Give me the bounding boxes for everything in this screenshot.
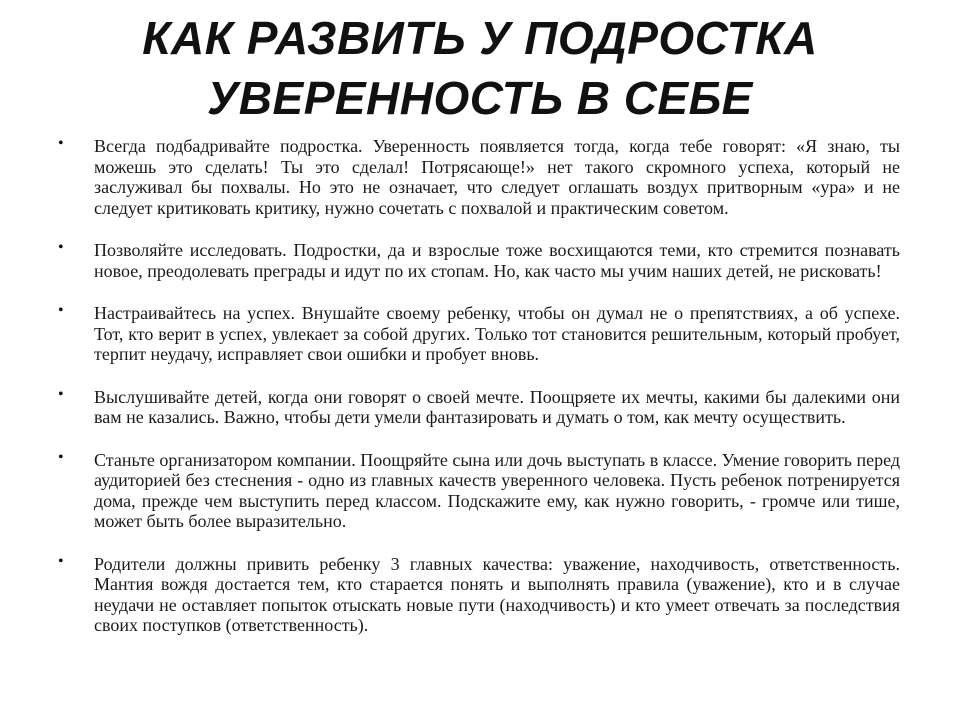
bullet-icon: • bbox=[58, 302, 64, 319]
list-item-text: Позволяйте исследовать. Подростки, да и взрослые тоже восхищаются теми, кто стремится познавать новое, преодолевать преграды и идут по их стопам. Но, как часто мы учим наших детей, не рисковать! bbox=[94, 240, 900, 281]
bullet-icon: • bbox=[58, 135, 64, 152]
list-item-text: Родители должны привить ребенку 3 главных качества: уважение, находчивость, ответственность. Мантия вождя достается тем, кто старается понять и выполнять правила (уважение), кто и в случае неудачи не оставляет попыток отыскать новые пути (находчивость) и кто умеет отвечать за последствия своих поступков (ответственность). bbox=[94, 553, 900, 635]
bullet-icon: • bbox=[58, 552, 64, 570]
title-line-2: УВЕРЕННОСТЬ В СЕБЕ bbox=[207, 72, 753, 124]
list-item bbox=[58, 450, 900, 532]
list-item-text: Настраивайтесь на успех. Внушайте своему ребенку, чтобы он думал не о препятствиях, а об успехе. Тот, кто верит в успех, увлекает за собой других. Только тот становится решительным, который пробует, терпит неудачу, исправляет свои ошибки и пробует вновь. bbox=[94, 303, 900, 364]
list-item-text: Выслушивайте детей, когда они говорят о своей мечте. Поощряете их мечты, какими бы далекими они вам не казались. Важно, чтобы дети умели фантазировать и думать о том, как мечту осуществить. bbox=[94, 386, 900, 427]
title-line-1: КАК РАЗВИТЬ У ПОДРОСТКА bbox=[142, 12, 818, 64]
advice-list bbox=[58, 136, 900, 658]
page-title bbox=[0, 8, 960, 128]
bullet-icon: • bbox=[58, 239, 64, 256]
list-item bbox=[58, 240, 900, 281]
bullet-icon: • bbox=[58, 385, 64, 403]
list-item-text: Всегда подбадривайте подростка. Уверенность появляется тогда, когда тебе говорят: «Я знаю, ты можешь это сделать! Ты это сделал! Потрясающе!» нет такого скромного успеха, который не заслуживал бы похвалы. Но это не означает, что следует оглашать воздух притворным «ура» и не следует критиковать критику, нужно сочетать с похвалой и практическим советом. bbox=[94, 136, 900, 218]
list-item bbox=[58, 554, 900, 636]
list-item bbox=[58, 136, 900, 218]
list-item bbox=[58, 387, 900, 428]
list-item-text: Станьте организатором компании. Поощряйте сына или дочь выступать в классе. Умение говорить перед аудиторией без стеснения - одно из главных качеств уверенного человека. Пусть ребенок потренируется дома, прежде чем выступить перед классом. Подскажите ему, как нужно говорить, - громче или тише, может быть более выразительно. bbox=[94, 449, 900, 531]
bullet-icon: • bbox=[58, 448, 64, 466]
list-item bbox=[58, 303, 900, 365]
